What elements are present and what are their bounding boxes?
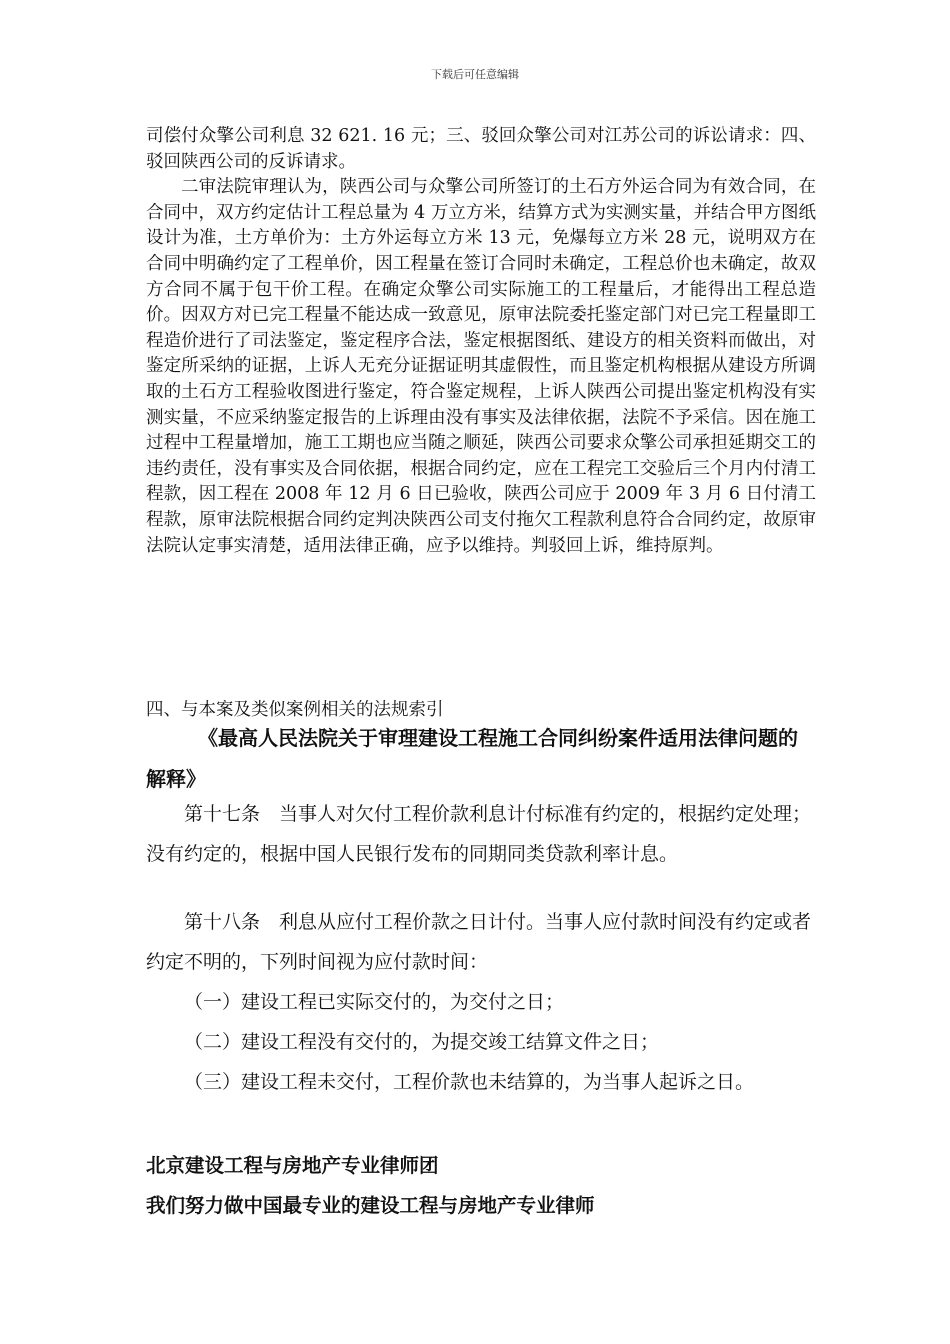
article-17-text: 第十七条 当事人对欠付工程价款利息计付标准有约定的，根据约定处理；没有约定的，根据中国人民银行发布的同期同类贷款利率计息。 [146,803,812,865]
article-17 [146,794,816,874]
law-title: 《最高人民法院关于审理建设工程施工合同纠纷案件适用法律问题的解释》 [146,726,798,791]
page-header: 下载后可任意编辑 [431,68,519,81]
paragraph-second-instance: 二审法院审理认为，陕西公司与众擎公司所签订的土石方外运合同为有效合同，在合同中，双方约定估计工程总量为 4 万立方米，结算方式为实测实量，并结合甲方图纸设计为准，土方单价为：土方外运每立方米 13 元，免爆每立方米 28 元，说明双方在合同中明确约定了工程单价，因工程量在签订合同时未确定，工程总价也未确定，故双方合同不属于包干价工程。在确定众擎公司实际施工的工程量后，才能得出工程总造价。因双方对已完工程量不能达成一致意见，原审法院委托鉴定部门对已完工程量即工程造价进行了司法鉴定，鉴定程序合法，鉴定根据图纸、建设方的相关资料而做出，对鉴定所采纳的证据，上诉人无充分证据证明其虚假性，而且鉴定机构根据从建设方所调取的土石方工程验收图进行鉴定，符合鉴定规程，上诉人陕西公司提出鉴定机构没有实测实量，不应采纳鉴定报告的上诉理由没有事实及法律依据，法院不予采信。因在施工过程中工程量增加，施工工期也应当随之顺延，陕西公司要求众擎公司承担延期交工的违约责任，没有事实及合同依据，根据合同约定，应在工程完工交验后三个月内付清工程款，因工程在 2008 年 12 月 6 日已验收，陕西公司应于 2009 年 3 月 6 日付清工程款，原审法院根据合同约定判决陕西公司支付拖欠工程款利息符合合同约定，故原审法院认定事实清楚，适用法律正确，应予以维持。判驳回上诉，维持原判。 [146,177,816,556]
footer-line-2: 我们努力做中国最专业的建设工程与房地产专业律师 [146,1194,595,1217]
paragraph-continuation: 司偿付众擎公司利息 32 621. 16 元；三、驳回众擎公司对江苏公司的诉讼请求：四、驳回陕西公司的反诉请求。 [146,126,816,172]
footer-line-1: 北京建设工程与房地产专业律师团 [146,1154,439,1177]
article-18-item-2: （二）建设工程没有交付的，为提交竣工结算文件之日； [184,1031,660,1053]
article-18-text: 第十八条 利息从应付工程价款之日计付。当事人应付款时间没有约定或者约定不明的，下列时间视为应付款时间： [146,911,812,973]
judgment-text [146,124,816,559]
article-18-item-3: （三）建设工程未交付，工程价款也未结算的，为当事人起诉之日。 [184,1071,755,1093]
article-18 [146,902,816,1102]
footer [146,1146,816,1226]
section-title: 四、与本案及类似案例相关的法规索引 [146,700,444,720]
article-18-item-1: （一）建设工程已实际交付的，为交付之日； [184,991,565,1013]
